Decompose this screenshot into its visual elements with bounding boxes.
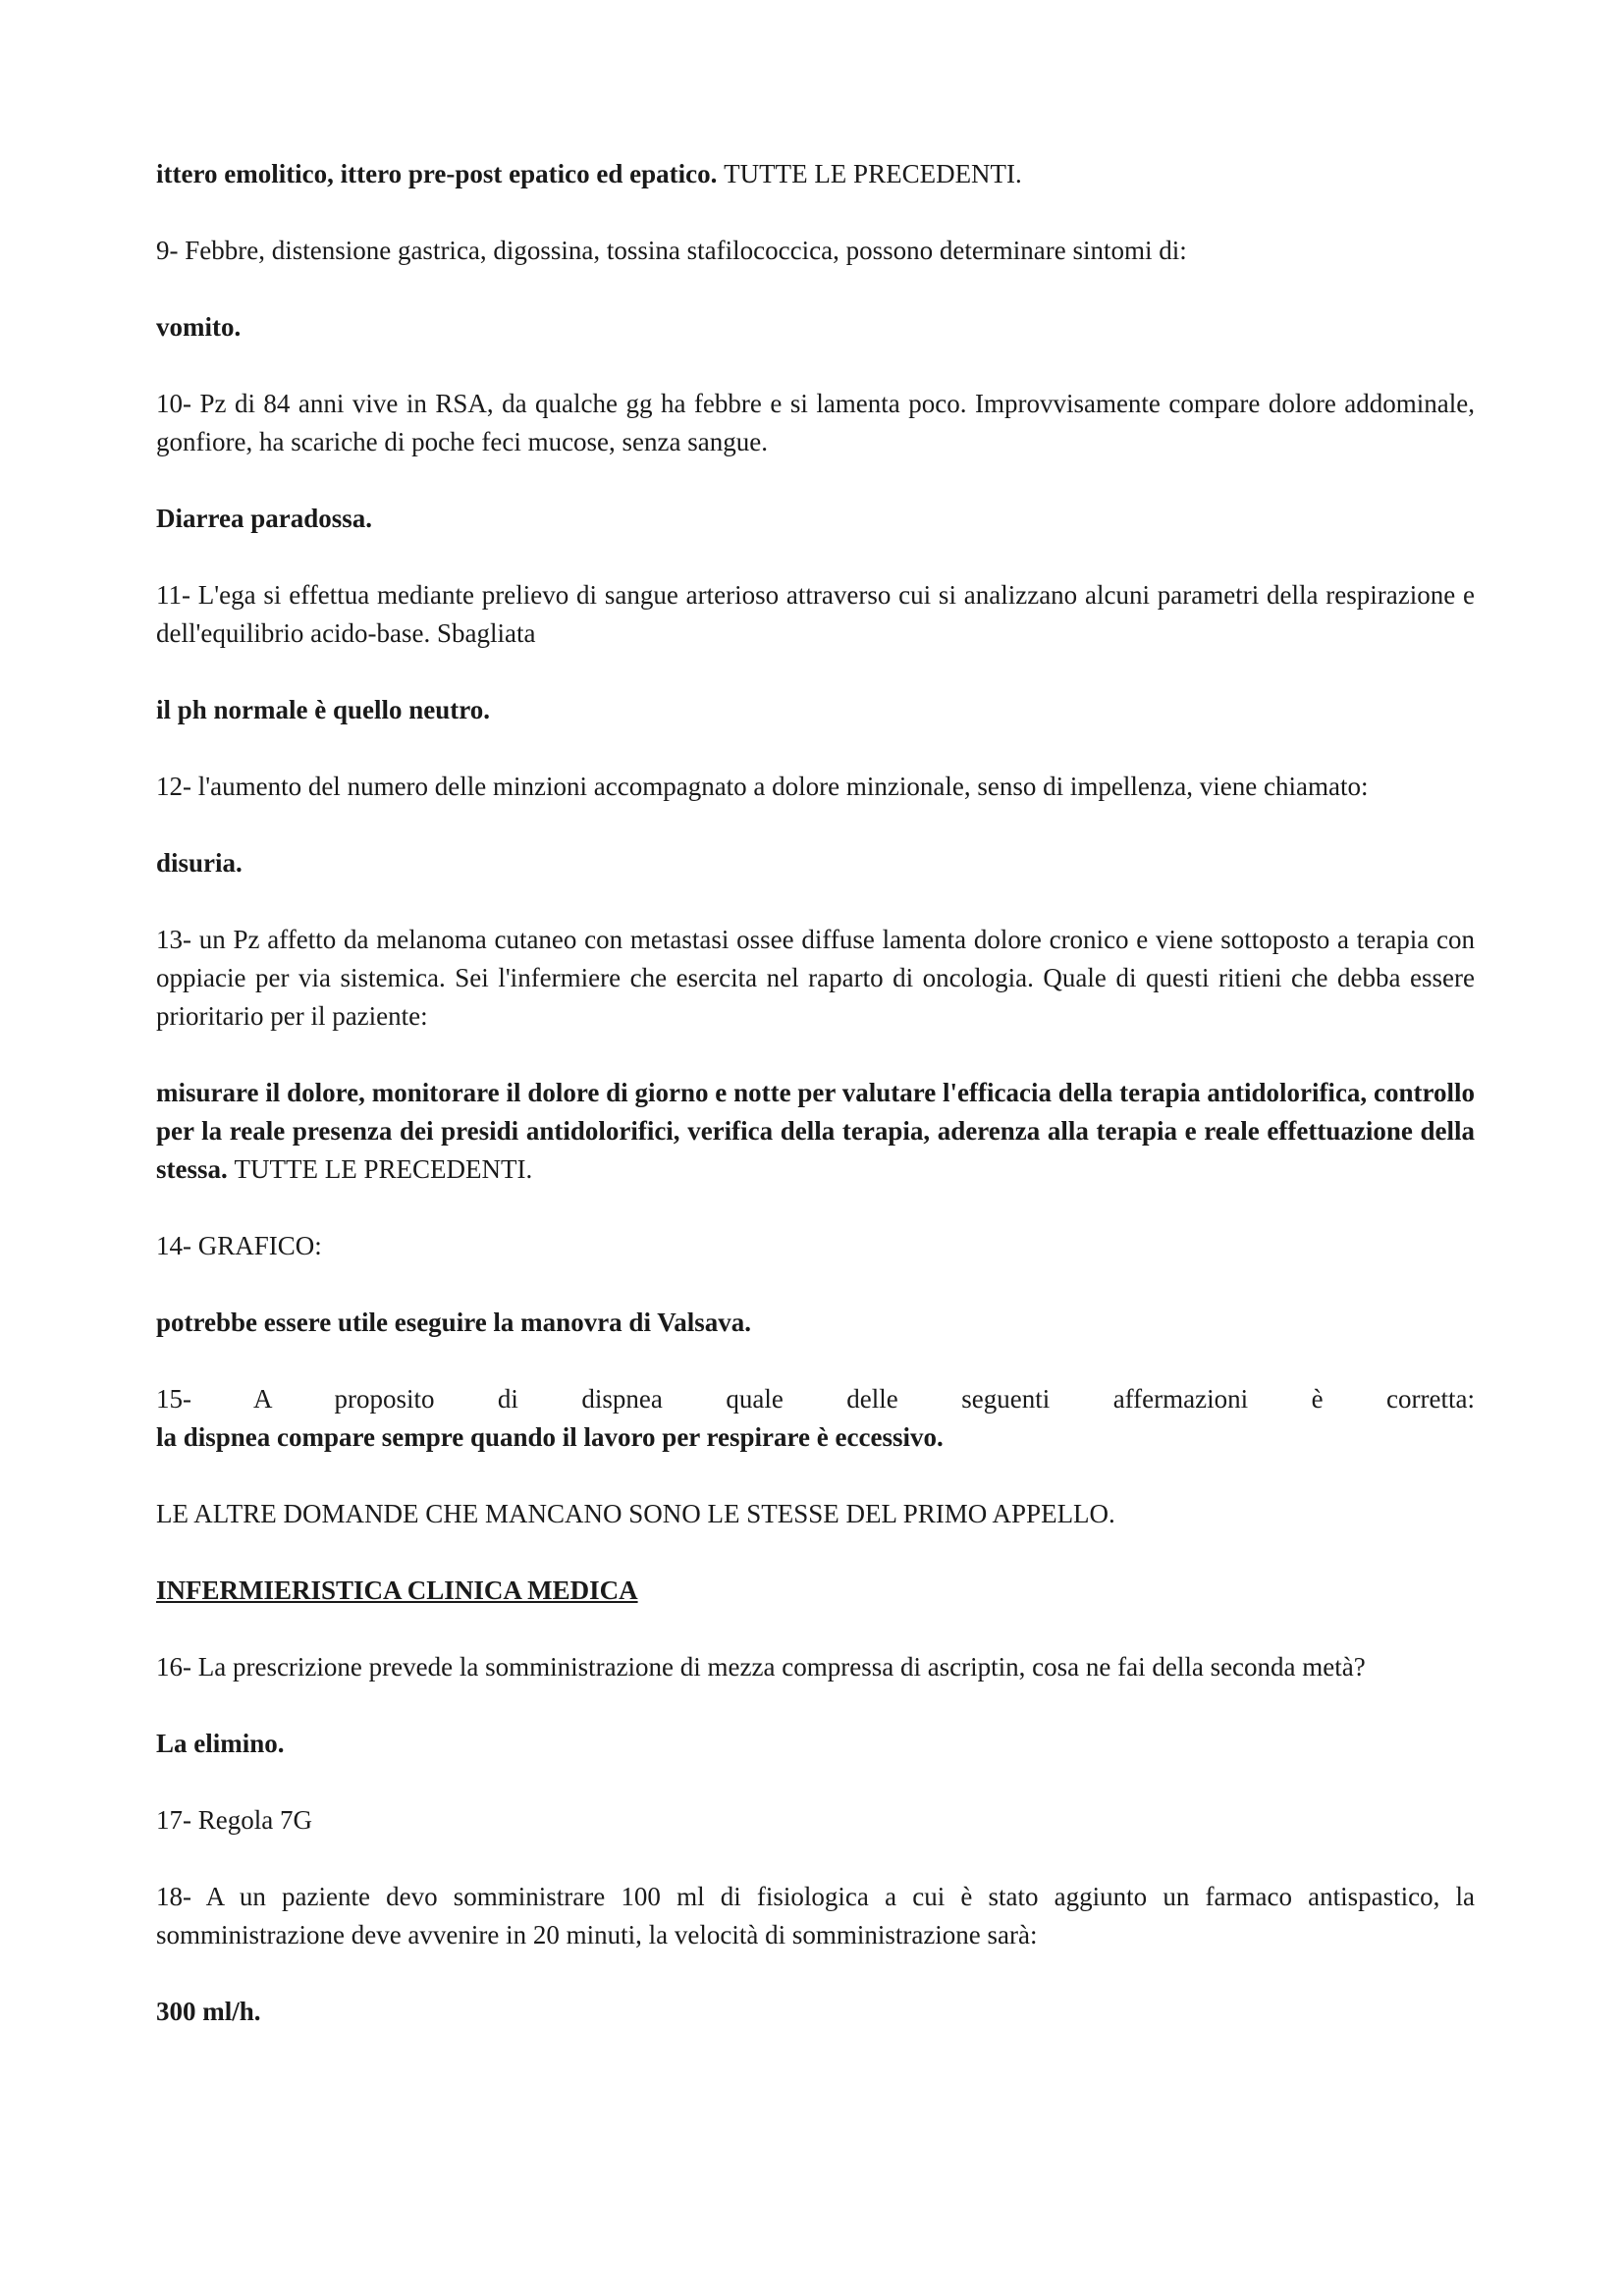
section-title: INFERMIERISTICA CLINICA MEDICA — [156, 1575, 638, 1605]
answer-15: la dispnea compare sempre quando il lavoro per respirare è eccessivo. — [156, 1422, 944, 1452]
question-10: 10- Pz di 84 anni vive in RSA, da qualche gg ha febbre e si lamenta poco. Improvvisamente compare dolore addominale, gonfiore, ha scariche di poche feci mucose, senza sangue. — [156, 389, 1475, 456]
question-17: 17- Regola 7G — [156, 1805, 312, 1835]
answer-9: vomito. — [156, 312, 242, 342]
answer-13-all-previous: TUTTE LE PRECEDENTI. — [234, 1154, 533, 1184]
question-18: 18- A un paziente devo somministrare 100 ml di fisiologica a cui è stato aggiunto un farmaco antispastico, la somministrazione deve avvenire in 20 minuti, la velocità di somministrazione sarà: — [156, 1882, 1475, 1949]
question-13: 13- un Pz affetto da melanoma cutaneo con metastasi ossee diffuse lamenta dolore cronico e viene sottoposto a terapia con oppiacie per via sistemica. Sei l'infermiere che esercita nel raparto di oncologia. Quale di questi ritieni che debba essere prioritario per il paziente: — [156, 925, 1475, 1031]
question-12: 12- l'aumento del numero delle minzioni accompagnato a dolore minzionale, senso di impellenza, viene chiamato: — [156, 772, 1369, 801]
answer-13 — [156, 1074, 1475, 1189]
answer-18: 300 ml/h. — [156, 1997, 261, 2026]
question-14: 14- GRAFICO: — [156, 1231, 322, 1260]
answer-12: disuria. — [156, 848, 243, 878]
answer-13-text: misurare il dolore, monitorare il dolore di giorno e notte per valutare l'efficacia della terapia antidolorifica, controllo per la reale presenza dei presidi antidolorifici, verifica della terapia, aderenza alla terapia e reale effettuazione della stessa. — [156, 1078, 1475, 1184]
question-9: 9- Febbre, distensione gastrica, digossina, tossina stafilococcica, possono determinare sintomi di: — [156, 236, 1187, 265]
answer-8-all-previous: TUTTE LE PRECEDENTI. — [724, 159, 1022, 188]
answer-14: potrebbe essere utile eseguire la manovra di Valsava. — [156, 1308, 751, 1337]
answer-8-text: ittero emolitico, ittero pre-post epatico ed epatico. — [156, 159, 718, 188]
answer-16: La elimino. — [156, 1729, 285, 1758]
question-11: 11- L'ega si effettua mediante prelievo di sangue arterioso attraverso cui si analizzano alcuni parametri della respirazione e dell'equilibrio acido-base. Sbagliata — [156, 580, 1475, 648]
answer-10: Diarrea paradossa. — [156, 504, 372, 533]
note-other-questions: LE ALTRE DOMANDE CHE MANCANO SONO LE STESSE DEL PRIMO APPELLO. — [156, 1499, 1115, 1528]
question-16: 16- La prescrizione prevede la somministrazione di mezza compressa di ascriptin, cosa ne fai della seconda metà? — [156, 1652, 1366, 1682]
answer-8 — [156, 155, 1475, 193]
question-15: 15- A proposito di dispnea quale delle seguenti affermazioni è corretta: — [156, 1384, 1475, 1414]
answer-11: il ph normale è quello neutro. — [156, 695, 491, 724]
document-page — [156, 155, 1475, 2069]
